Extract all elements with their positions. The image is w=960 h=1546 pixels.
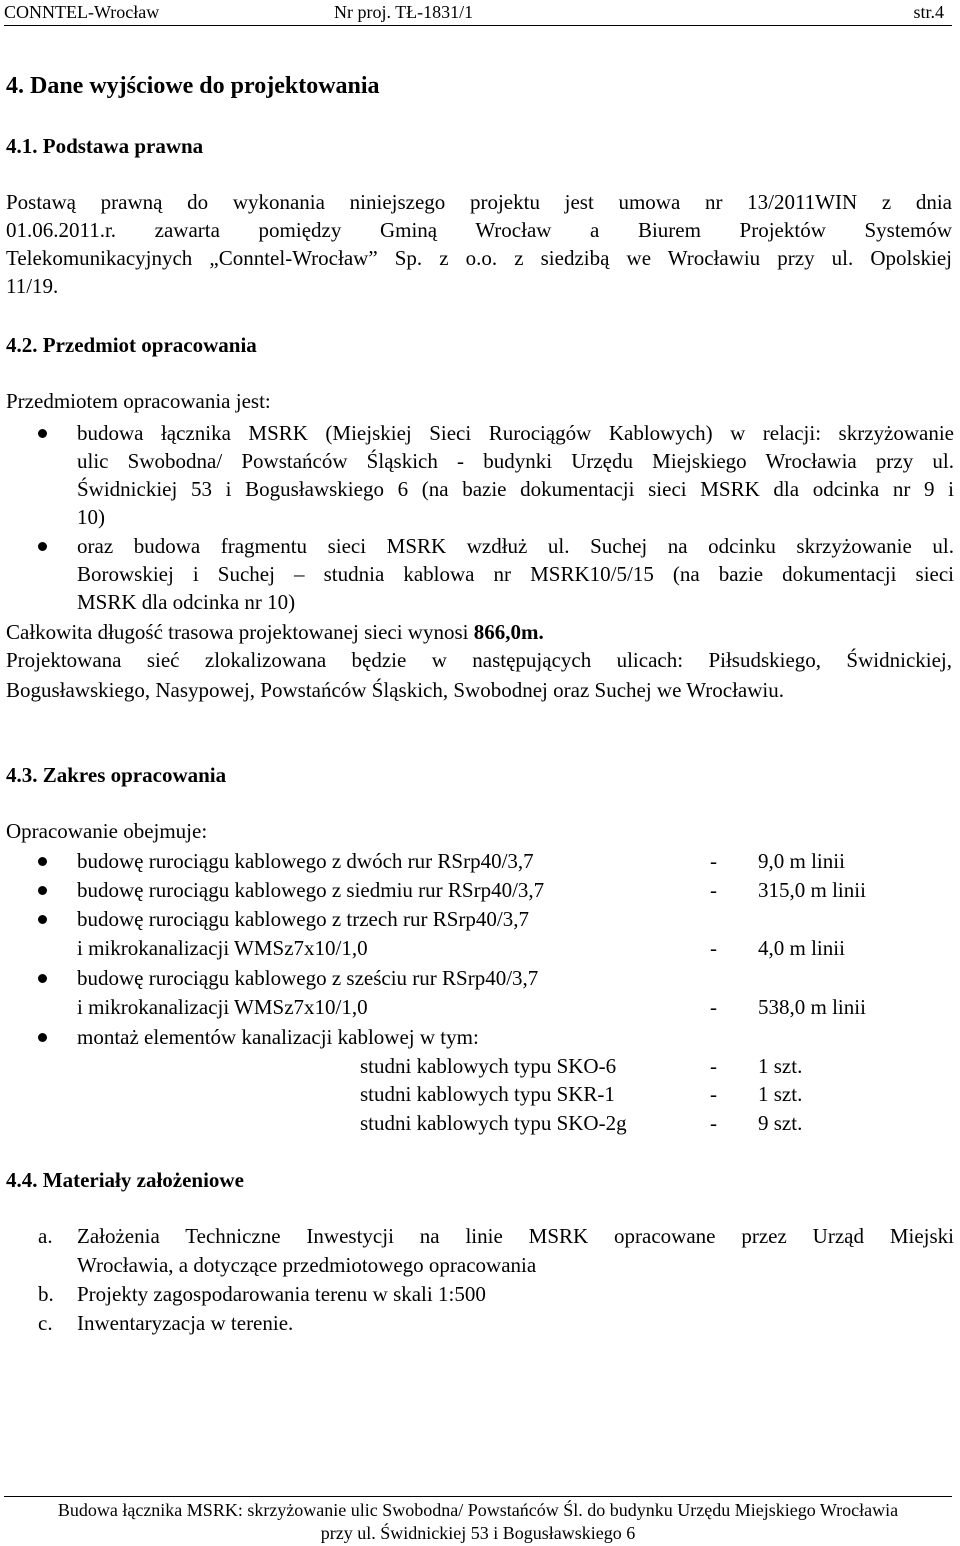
header-company: CONNTEL-Wrocław [4, 2, 160, 22]
scope-item-label: budowę rurociągu kablowego z siedmiu rur RSrp40/3,7 [77, 878, 545, 902]
scope-item-dash: - [710, 878, 717, 902]
subject-intro: Przedmiotem opracowania jest: [6, 389, 271, 413]
bullet-line: MSRK dla odcinka nr 10) [77, 590, 296, 614]
subsection-title-legal-basis: 4.1. Podstawa prawna [6, 134, 204, 158]
scope-item-dash: - [710, 849, 717, 873]
scope-item-label: i mikrokanalizacji WMSz7x10/1,0 [77, 995, 368, 1019]
scope-item-dash: - [710, 995, 717, 1019]
total-length-label: Całkowita długość trasowa projektowanej sieci wynosi [6, 620, 474, 644]
well-count: 1 szt. [758, 1082, 803, 1106]
paragraph-line: Bogusławskiego, Nasypowej, Powstańców Śląskich, Swobodnej oraz Suchej we Wrocławiu. [6, 678, 784, 702]
well-dash: - [710, 1054, 717, 1078]
scope-item-label: budowę rurociągu kablowego z dwóch rur RSrp40/3,7 [77, 849, 534, 873]
scope-item-value: 315,0 m linii [758, 878, 866, 902]
paragraph-line: 01.06.2011.r. zawarta pomiędzy Gminą Wrocław a Biurem Projektów Systemów [6, 218, 952, 242]
well-dash: - [710, 1111, 717, 1135]
paragraph-line: Postawą prawną do wykonania niniejszego projektu jest umowa nr 13/2011WIN z dnia [6, 190, 952, 214]
page-header [4, 0, 952, 26]
scope-item-label: budowę rurociągu kablowego z trzech rur RSrp40/3,7 [77, 907, 529, 931]
well-label: studni kablowych typu SKR-1 [360, 1082, 615, 1106]
list-item-line: Inwentaryzacja w terenie. [77, 1311, 294, 1335]
bullet-icon [38, 915, 47, 924]
bullet-line: 10) [77, 505, 105, 529]
section-title: 4. Dane wyjściowe do projektowania [6, 73, 380, 99]
scope-item-dash: - [710, 936, 717, 960]
footer-rule [4, 1496, 952, 1497]
bullet-line: budowa łącznika MSRK (Miejskiej Sieci Rurociągów Kablowych) w relacji: skrzyżowanie [77, 421, 954, 445]
well-count: 9 szt. [758, 1111, 803, 1135]
well-label: studni kablowych typu SKO-2g [360, 1111, 627, 1135]
paragraph-line: 11/19. [6, 274, 59, 298]
header-page-number: str.4 [913, 2, 944, 22]
list-item-line: Projekty zagospodarowania terenu w skali 1:500 [77, 1282, 486, 1306]
bullet-line: Świdnickiej 53 i Bogusławskiego 6 (na bazie dokumentacji sieci MSRK dla odcinka nr 9 i [77, 477, 954, 501]
list-marker: a. [38, 1224, 53, 1248]
total-length-value: 866,0m. [473, 620, 544, 644]
bullet-icon [38, 1033, 47, 1042]
total-length [6, 618, 544, 646]
paragraph-line: Projektowana sieć zlokalizowana będzie w następujących ulicach: Piłsudskiego, Świdnickiej, [6, 648, 952, 672]
bullet-icon [38, 974, 47, 983]
bullet-icon [38, 542, 47, 551]
list-marker: b. [38, 1282, 54, 1306]
bullet-line: Borowskiej i Suchej – studnia kablowa nr MSRK10/5/15 (na bazie dokumentacji sieci [77, 562, 954, 586]
bullet-line: ulic Swobodna/ Powstańców Śląskich - budynki Urzędu Miejskiego Wrocławia przy ul. [77, 449, 954, 473]
scope-intro: Opracowanie obejmuje: [6, 819, 208, 843]
scope-item-value: 9,0 m linii [758, 849, 845, 873]
scope-item-label: i mikrokanalizacji WMSz7x10/1,0 [77, 936, 368, 960]
paragraph-line: Telekomunikacyjnych „Conntel-Wrocław” Sp. z o.o. z siedzibą we Wrocławiu przy ul. Opolskiej [6, 246, 952, 270]
footer-line: przy ul. Świdnickiej 53 i Bogusławskiego 6 [320, 1523, 636, 1543]
well-label: studni kablowych typu SKO-6 [360, 1054, 617, 1078]
well-count: 1 szt. [758, 1054, 803, 1078]
bullet-icon [38, 857, 47, 866]
scope-item-value: 4,0 m linii [758, 936, 845, 960]
bullet-icon [38, 886, 47, 895]
list-item-line: Założenia Techniczne Inwestycji na linie MSRK opracowane przez Urząd Miejski [77, 1224, 954, 1248]
footer-line: Budowa łącznika MSRK: skrzyżowanie ulic Swobodna/ Powstańców Śl. do budynku Urzędu Miejskiego Wrocławia [57, 1500, 899, 1520]
bullet-icon [38, 429, 47, 438]
scope-item-label: budowę rurociągu kablowego z sześciu rur RSrp40/3,7 [77, 966, 539, 990]
list-item-line: Wrocławia, a dotyczące przedmiotowego opracowania [77, 1253, 537, 1277]
scope-item-value: 538,0 m linii [758, 995, 866, 1019]
bullet-line: oraz budowa fragmentu sieci MSRK wzdłuż ul. Suchej na odcinku skrzyżowanie ul. [77, 534, 954, 558]
subsection-title-materials: 4.4. Materiały założeniowe [6, 1168, 244, 1192]
scope-item-label: montaż elementów kanalizacji kablowej w tym: [77, 1025, 479, 1049]
list-marker: c. [38, 1311, 53, 1335]
header-rule [4, 25, 952, 26]
well-dash: - [710, 1082, 717, 1106]
subsection-title-scope: 4.3. Zakres opracowania [6, 763, 227, 787]
subsection-title-subject: 4.2. Przedmiot opracowania [6, 333, 257, 357]
header-project-number: Nr proj. TŁ-1831/1 [334, 2, 474, 22]
